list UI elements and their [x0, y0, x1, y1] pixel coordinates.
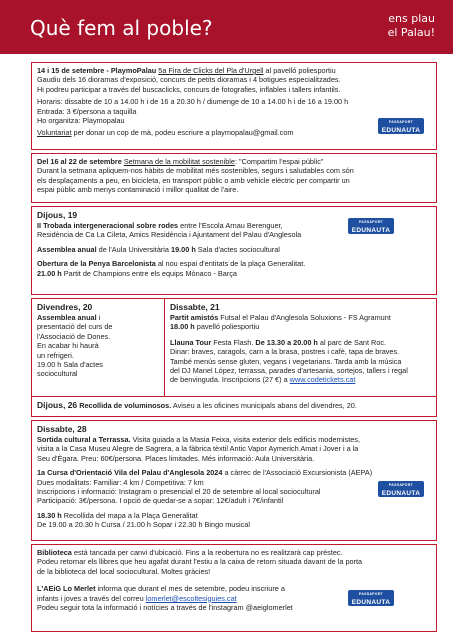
event-box-divendres-dissabte: Divendres, 20 Assemblea anual i presentació del curs de l'Associació de Dones. En acabar hi haurà un refrigeri. 19.00 h Sala d'actes sociocultural Dissabte, 21 Partit amistós Futsal el Palau d'Anglesola Soluxions - FS Agramunt 18.00 h pavelló poliesportiu Llauna Tour Festa Flash. De 13.30 a 20.00 h al parc de Sant Roc. Dinar: braves, caragols, carn a la brasa, postres i cafè, tapa de braves. També menús sense gluten, vegans i vegetarians. Tarda amb la música del DJ Manel López, terrassa, parades d'artesania, sortejos, tallers i regal de benvinguda. Inscripcions (27 €) a www.codetickets.cat Dijous, 26 Recollida de voluminosos. Aviseu a les oficines municipals abans del divendres, 20. [31, 298, 437, 417]
codetickets-link[interactable]: www.codetickets.cat [289, 375, 356, 385]
mobilitat-link[interactable]: Setmana de la mobilitat sostenible [123, 157, 235, 166]
edunauta-badge: PASSAPORT EDUNAUTA [348, 218, 394, 234]
event-box-dissabte-28: Dissabte, 28 Sortida cultural a Terrassa. Visita guiada a la Masia Feixa, visita exterior dels edificis modernistes, visita a la Casa Museu Alegre de Sagrera, a la fàbrica tèxtil Antic Vapor Aymerich Amat i Jover i a la Seu d'Ègara. Preu: 60€/persona. Places limitades. Més informació: Aula Universitària. 1a Cursa d'Orientació Vila del Palau d'Anglesola 2024 a càrrec de l'Associació Excursionista (AEPA) Dues modalitats: Familiar: 4 km / Competitiva: 7 km Inscripcions i informació: Instagram o presencial el 20 de setembre al local sociocultural Participació: 3€/persona. I opció de quedar-se a sopar: 12€/adult i 7€/infantil 18.30 h Recollida del mapa a la Plaça Generalitat De 19.00 a 20.30 h Cursa / 21.00 h Sopar i 22.30 h Bingo musical PASSAPORT EDUNAUTA [31, 420, 437, 541]
edunauta-badge: PASSAPORT EDUNAUTA [348, 590, 394, 606]
header-banner [0, 0, 453, 54]
merlet-email-link[interactable]: lomerlet@escoltesiguies.cat [145, 593, 237, 603]
voluntariat-link[interactable]: Voluntariat [37, 128, 72, 138]
event-box-playmopalau: 14 i 15 de setembre - PlaymoPalau 5a Fira de Clicks del Pla d'Urgell al pavelló poliesportiu Gaudiu dels 16 dioramas d'exposició, concurs de petits dioramas i 4 botigues especialitzades. Hi podreu participar a través del buscaclicks, concurs de fotografies, inflables i tallers infantils. Horaris: dissabte de 10 a 14.00 h i de 16 a 20.30 h / diumenge de 10 a 14.00 h i de 16 a 19.00 h Entrada: 3 €/persona a taquilla Ho organitza: Playmopalau Voluntariat per donar un cop de mà, podeu escriure a playmopalau@gmail.com PASSAPORT EDUNAUTA [31, 62, 437, 150]
event-box-dijous-19: Dijous, 19 II Trobada intergeneracional sobre rodes entre l'Escola Arnau Berenguer, Residència de Ca La Cileta, Amics Residència i Ajuntament del Palau d'Anglesola Assemblea anual de l'Aula Universitària 19.00 h Sala d'actes sociocultural Obertura de la Penya Barcelonista al nou espai d'entitats de la plaça Generalitat. 21.00 h Partit de Champions entre els equips Mònaco - Barça PASSAPORT EDUNAUTA [31, 206, 437, 295]
fira-link[interactable]: 5a Fira de Clicks del Pla d'Urgell [158, 66, 264, 75]
event-box-mobilitat: Del 16 al 22 de setembre Setmana de la mobilitat sostenible: "Compartim l'espai públic" Durant la setmana apliquem-nos hàbits de mobilitat més sostenibles, segurs i saludables com són els desplaçaments a peu, en bicicleta, en transport públic o amb vehicle elèctric per compartir un espai públic amb menys contaminació i millor qualitat de l'aire. [31, 153, 437, 203]
page-title: Què fem al poble? [30, 16, 213, 40]
header-tagline: ens plau el Palau! [387, 12, 435, 39]
edunauta-badge: PASSAPORT EDUNAUTA [378, 118, 424, 134]
edunauta-badge: PASSAPORT EDUNAUTA [378, 481, 424, 497]
info-box-biblioteca-merlet: Biblioteca està tancada per canvi d'ubicació. Fins a la reobertura no es realitzarà cap préstec. Podeu retornar els llibres que heu agafat durant l'estiu a la caixa de retorn situada davant de la porta de la biblioteca del local sociocultural. Moltes gràcies! L'AEiG Lo Merlet informa que durant el mes de setembre, podeu inscriure a infants i joves a través del correu lomerlet@escoltesiguies.cat Podeu seguir tota la informació i notícies a través de l'instagram @aeiglomerlet PASSAPORT EDUNAUTA [31, 544, 437, 632]
